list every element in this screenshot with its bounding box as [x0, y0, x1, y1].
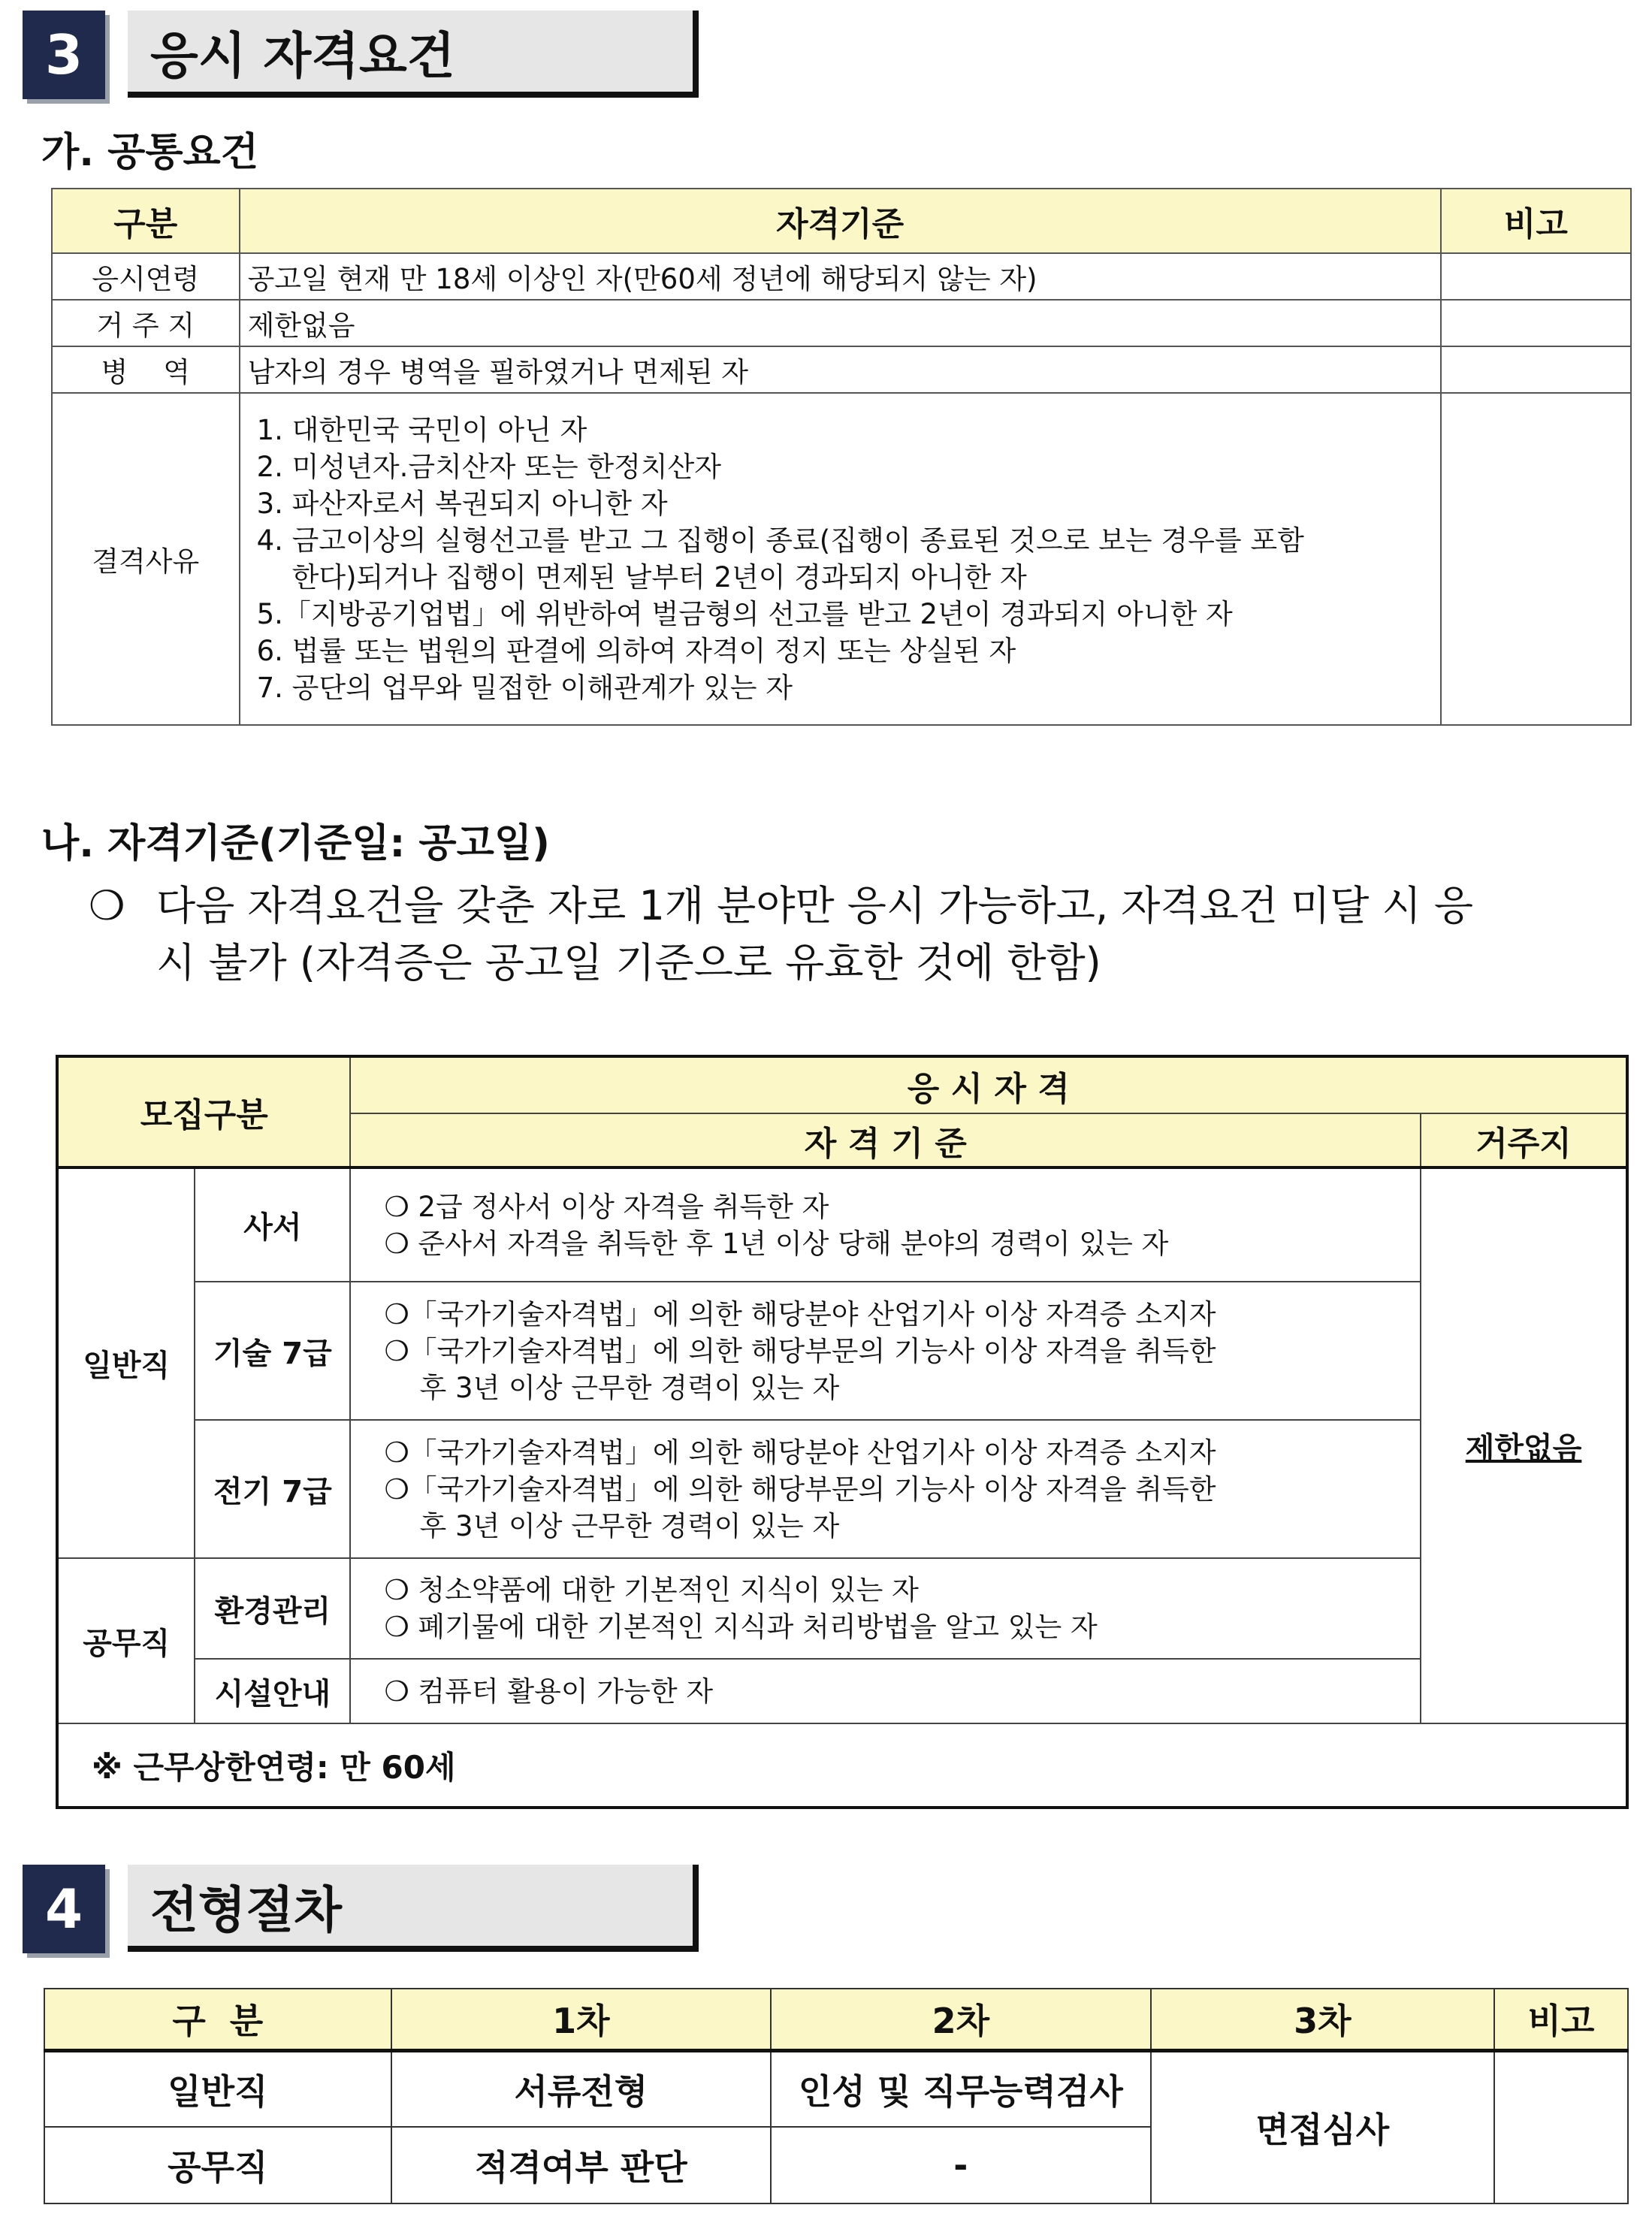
group-name: 공무직: [57, 1558, 195, 1723]
row-label: 거 주 지: [52, 300, 240, 346]
intro-line: 시 불가 (자격증은 공고일 기준으로 유효한 것에 한함): [156, 939, 1101, 986]
table-row: [52, 300, 1631, 346]
subheading-common: 가. 공통요건: [41, 130, 259, 175]
criteria-line: 후 3년 이상 근무한 경력이 있는 자: [384, 1509, 840, 1542]
row-content: 남자의 경우 병역을 필하였거나 면제된 자: [240, 346, 1441, 393]
table-row: [57, 1723, 1627, 1808]
table-row: [57, 1659, 1627, 1723]
qualification-table: [56, 1055, 1629, 1809]
position-name: 사서: [195, 1167, 350, 1282]
table-row: [52, 346, 1631, 393]
header-category: 구 분: [44, 1989, 391, 2050]
criteria-line: ❍ 2급 정사서 이상 자격을 취득한 자: [384, 1190, 829, 1223]
note-value: [1494, 2050, 1628, 2203]
header-criteria: 자 격 기 준: [350, 1113, 1421, 1167]
criteria-line: ❍ 폐기물에 대한 기본적인 지식과 처리방법을 알고 있는 자: [384, 1611, 1098, 1643]
stage1-value: 적격여부 판단: [391, 2127, 771, 2203]
criteria-line: 후 3년 이상 근무한 경력이 있는 자: [384, 1371, 840, 1404]
common-requirements-table: [51, 188, 1632, 726]
criteria-cell: [350, 1420, 1421, 1558]
header-stage3: 3차: [1151, 1989, 1495, 2050]
criteria-line: ❍「국가기술자격법」에 의한 해당부문의 기능사 이상 자격을 취득한: [384, 1472, 1216, 1506]
header-stage1: 1차: [391, 1989, 771, 2050]
row-label: 결격사유: [52, 393, 240, 725]
row-note: [1441, 253, 1631, 300]
criteria-line: ❍ 준사서 자격을 취득한 후 1년 이상 당해 분야의 경력이 있는 자: [384, 1227, 1169, 1260]
row-label: 일반직: [44, 2050, 391, 2127]
list-item: 2. 미성년자.금치산자 또는 한정치산자: [256, 451, 722, 483]
criteria-line: ❍ 청소약품에 대한 기본적인 지식이 있는 자: [384, 1574, 919, 1606]
section-number: 4: [23, 1865, 105, 1953]
header-recruit: 모집구분: [57, 1056, 350, 1167]
circle-bullet-icon: ❍: [89, 882, 125, 929]
stage2-value: -: [771, 2127, 1150, 2203]
row-note: [1441, 393, 1631, 725]
header-category: 구분: [52, 189, 240, 253]
table-row: [52, 253, 1631, 300]
position-name: 환경관리: [195, 1558, 350, 1659]
table-row: [44, 2050, 1628, 2127]
table-row: [52, 393, 1631, 725]
list-item: 한다)되거나 집행이 면제된 날부터 2년이 경과되지 아니한 자: [256, 561, 1027, 594]
criteria-cell: [350, 1558, 1421, 1659]
header-residence: 거주지: [1421, 1113, 1627, 1167]
row-note: [1441, 300, 1631, 346]
criteria-line: ❍ 컴퓨터 활용이 가능한 자: [384, 1675, 714, 1708]
criteria-line: ❍「국가기술자격법」에 의한 해당분야 산업기사 이상 자격증 소지자: [384, 1297, 1216, 1331]
header-qualification: 응 시 자 격: [350, 1056, 1627, 1113]
row-label: 공무직: [44, 2127, 391, 2203]
header-note: 비고: [1494, 1989, 1628, 2050]
header-note: 비고: [1441, 189, 1631, 253]
position-name: 기술 7급: [195, 1282, 350, 1420]
criteria-cell: [350, 1659, 1421, 1723]
stage2-value: 인성 및 직무능력검사: [771, 2050, 1150, 2127]
list-item: 6. 법률 또는 법원의 판결에 의하여 자격이 정지 또는 상실된 자: [256, 635, 1016, 667]
selection-process-table: [44, 1988, 1629, 2204]
row-label: 병 역: [52, 346, 240, 393]
table-row: [57, 1167, 1627, 1282]
header-criteria: 자격기준: [240, 189, 1441, 253]
subheading-criteria: 나. 자격기준(기준일: 공고일): [41, 821, 550, 866]
list-item: 4. 금고이상의 실형선고를 받고 그 집행이 종료(집행이 종료된 것으로 보는 경우를 포함: [256, 524, 1304, 557]
criteria-cell: [350, 1282, 1421, 1420]
footnote: ※ 근무상한연령: 만 60세: [57, 1723, 1627, 1808]
residence-value: 제한없음: [1421, 1167, 1627, 1723]
stage1-value: 서류전형: [391, 2050, 771, 2127]
table-row: [57, 1282, 1627, 1420]
section-title: 전형절차: [128, 1865, 699, 1952]
list-item: 7. 공단의 업무와 밀접한 이해관계가 있는 자: [256, 672, 793, 704]
list-item: 3. 파산자로서 복권되지 아니한 자: [256, 488, 668, 520]
criteria-line: ❍「국가기술자격법」에 의한 해당분야 산업기사 이상 자격증 소지자: [384, 1436, 1216, 1469]
criteria-cell: [350, 1167, 1421, 1282]
disqualification-list: [240, 393, 1441, 725]
row-content: 공고일 현재 만 18세 이상인 자(만60세 정년에 해당되지 않는 자): [240, 253, 1441, 300]
section-title: 응시 자격요건: [128, 11, 699, 98]
section-number: 3: [23, 11, 105, 99]
position-name: 시설안내: [195, 1659, 350, 1723]
position-name: 전기 7급: [195, 1420, 350, 1558]
list-item: 1. 대한민국 국민이 아닌 자: [256, 414, 587, 446]
header-stage2: 2차: [771, 1989, 1150, 2050]
intro-line: 다음 자격요건을 갖춘 자로 1개 분야만 응시 가능하고, 자격요건 미달 시 응: [156, 882, 1474, 929]
criteria-line: ❍「국가기술자격법」에 의한 해당부문의 기능사 이상 자격을 취득한: [384, 1334, 1216, 1367]
table-row: [57, 1420, 1627, 1558]
group-name: 일반직: [57, 1167, 195, 1558]
table-row: [57, 1558, 1627, 1659]
list-item: 5.「지방공기업법」에 위반하여 벌금형의 선고를 받고 2년이 경과되지 아니한 자: [256, 598, 1233, 630]
row-content: 제한없음: [240, 300, 1441, 346]
row-label: 응시연령: [52, 253, 240, 300]
stage3-value: 면접심사: [1151, 2050, 1495, 2203]
row-note: [1441, 346, 1631, 393]
criteria-intro: [89, 877, 1636, 992]
